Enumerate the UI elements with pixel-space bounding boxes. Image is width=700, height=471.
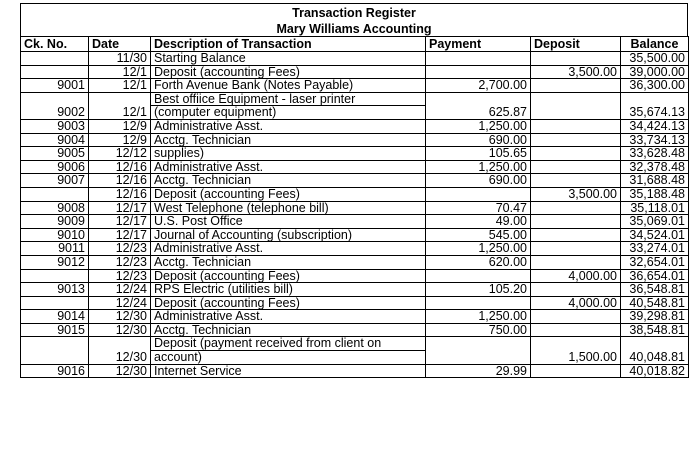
cell-date: 12/16 (89, 187, 151, 201)
cell-date: 12/30 (89, 323, 151, 337)
cell-deposit: 1,500.00 (531, 351, 621, 365)
cell-payment: 105.20 (426, 283, 531, 297)
cell-payment: 625.87 (426, 106, 531, 120)
cell-date: 12/17 (89, 215, 151, 229)
cell-deposit (531, 133, 621, 147)
cell-description: Administrative Asst. (151, 242, 426, 256)
cell-deposit (531, 215, 621, 229)
cell-description: Forth Avenue Bank (Notes Payable) (151, 79, 426, 93)
cell-balance: 36,548.81 (621, 283, 689, 297)
cell-deposit (531, 242, 621, 256)
cell-description: RPS Electric (utilities bill) (151, 283, 426, 297)
cell-ck-no (21, 269, 89, 283)
cell-date: 11/30 (89, 52, 151, 66)
cell-ck-no: 9001 (21, 79, 89, 93)
cell-deposit-blank (531, 337, 621, 351)
cell-balance: 38,548.81 (621, 323, 689, 337)
table-row (21, 52, 689, 66)
cell-payment: 105.65 (426, 147, 531, 161)
cell-balance: 35,069.01 (621, 215, 689, 229)
cell-balance: 33,628.48 (621, 147, 689, 161)
cell-payment: 49.00 (426, 215, 531, 229)
cell-deposit (531, 323, 621, 337)
col-date: Date (89, 37, 151, 52)
table-row (21, 242, 689, 256)
cell-payment (426, 52, 531, 66)
table-row (21, 323, 689, 337)
col-balance: Balance (621, 37, 689, 52)
register-table (20, 36, 689, 378)
col-deposit: Deposit (531, 37, 621, 52)
table-row-continuation (21, 92, 689, 106)
cell-deposit (531, 147, 621, 161)
cell-description: U.S. Post Office (151, 215, 426, 229)
cell-deposit (531, 201, 621, 215)
cell-deposit (531, 174, 621, 188)
cell-deposit (531, 364, 621, 378)
table-row (21, 364, 689, 378)
cell-deposit (531, 106, 621, 120)
cell-payment: 690.00 (426, 133, 531, 147)
col-payment: Payment (426, 37, 531, 52)
cell-date: 12/24 (89, 283, 151, 297)
cell-payment-blank (426, 92, 531, 106)
cell-date: 12/9 (89, 133, 151, 147)
cell-date: 12/17 (89, 201, 151, 215)
cell-payment: 29.99 (426, 364, 531, 378)
cell-balance: 34,424.13 (621, 119, 689, 133)
cell-description: Deposit (accounting Fees) (151, 65, 426, 79)
cell-ck-blank (21, 92, 89, 106)
table-row (21, 133, 689, 147)
cell-deposit (531, 310, 621, 324)
table-row (21, 310, 689, 324)
cell-ck-no (21, 296, 89, 310)
cell-date: 12/16 (89, 174, 151, 188)
cell-date: 12/24 (89, 296, 151, 310)
cell-ck-no: 9016 (21, 364, 89, 378)
cell-balance: 39,298.81 (621, 310, 689, 324)
cell-balance: 31,688.48 (621, 174, 689, 188)
table-row (21, 215, 689, 229)
cell-description-line1: Best offiice Equipment - laser printer (151, 92, 426, 106)
cell-ck-no: 9011 (21, 242, 89, 256)
cell-description-line1: Deposit (payment received from client on (151, 337, 426, 351)
cell-description: Deposit (accounting Fees) (151, 187, 426, 201)
cell-payment: 690.00 (426, 174, 531, 188)
cell-balance: 33,274.01 (621, 242, 689, 256)
cell-balance: 34,524.01 (621, 228, 689, 242)
table-row (21, 351, 689, 365)
cell-balance-blank (621, 337, 689, 351)
cell-ck-no (21, 65, 89, 79)
cell-date: 12/1 (89, 79, 151, 93)
cell-description: Acctg. Technician (151, 133, 426, 147)
cell-description: Administrative Asst. (151, 119, 426, 133)
cell-ck-no: 9013 (21, 283, 89, 297)
cell-payment: 750.00 (426, 323, 531, 337)
table-row (21, 119, 689, 133)
table-row (21, 174, 689, 188)
cell-payment: 1,250.00 (426, 160, 531, 174)
cell-balance: 35,118.01 (621, 201, 689, 215)
cell-description: West Telephone (telephone bill) (151, 201, 426, 215)
cell-balance: 35,500.00 (621, 52, 689, 66)
table-row (21, 296, 689, 310)
cell-date: 12/16 (89, 160, 151, 174)
table-row (21, 187, 689, 201)
cell-description: Acctg. Technician (151, 255, 426, 269)
cell-date: 12/30 (89, 364, 151, 378)
cell-ck-no: 9010 (21, 228, 89, 242)
cell-date: 12/30 (89, 310, 151, 324)
cell-date: 12/17 (89, 228, 151, 242)
cell-payment (426, 65, 531, 79)
cell-date: 12/30 (89, 351, 151, 365)
cell-date: 12/1 (89, 65, 151, 79)
cell-date: 12/9 (89, 119, 151, 133)
table-row (21, 201, 689, 215)
cell-balance: 39,000.00 (621, 65, 689, 79)
table-row (21, 65, 689, 79)
cell-payment: 620.00 (426, 255, 531, 269)
cell-payment: 545.00 (426, 228, 531, 242)
cell-description: account) (151, 351, 426, 365)
cell-description: (computer equipment) (151, 106, 426, 120)
cell-description: Deposit (accounting Fees) (151, 269, 426, 283)
cell-description: Starting Balance (151, 52, 426, 66)
table-row-continuation (21, 337, 689, 351)
cell-ck-no: 9002 (21, 106, 89, 120)
cell-balance-blank (621, 92, 689, 106)
cell-ck-no: 9005 (21, 147, 89, 161)
cell-ck-no: 9012 (21, 255, 89, 269)
cell-ck-no: 9009 (21, 215, 89, 229)
cell-ck-no (21, 187, 89, 201)
cell-deposit: 4,000.00 (531, 269, 621, 283)
cell-payment (426, 187, 531, 201)
table-row (21, 228, 689, 242)
table-row (21, 269, 689, 283)
cell-payment: 2,700.00 (426, 79, 531, 93)
cell-ck-no: 9006 (21, 160, 89, 174)
column-header-row (21, 37, 689, 52)
cell-ck-no: 9008 (21, 201, 89, 215)
cell-deposit (531, 52, 621, 66)
cell-ck-no (21, 351, 89, 365)
cell-date: 12/23 (89, 255, 151, 269)
cell-description: Acctg. Technician (151, 174, 426, 188)
cell-balance: 40,048.81 (621, 351, 689, 365)
cell-description: Deposit (accounting Fees) (151, 296, 426, 310)
cell-payment: 1,250.00 (426, 242, 531, 256)
cell-deposit (531, 119, 621, 133)
cell-payment-blank (426, 337, 531, 351)
cell-description: Acctg. Technician (151, 323, 426, 337)
table-row (21, 255, 689, 269)
cell-balance: 36,300.00 (621, 79, 689, 93)
cell-deposit (531, 283, 621, 297)
cell-deposit (531, 255, 621, 269)
cell-deposit: 4,000.00 (531, 296, 621, 310)
cell-deposit-blank (531, 92, 621, 106)
cell-description: supplies) (151, 147, 426, 161)
cell-payment: 70.47 (426, 201, 531, 215)
cell-date: 12/1 (89, 106, 151, 120)
cell-ck-no: 9003 (21, 119, 89, 133)
cell-balance: 36,654.01 (621, 269, 689, 283)
cell-ck-blank (21, 337, 89, 351)
cell-ck-no: 9015 (21, 323, 89, 337)
cell-description: Internet Service (151, 364, 426, 378)
table-row (21, 147, 689, 161)
cell-balance: 40,548.81 (621, 296, 689, 310)
cell-balance: 33,734.13 (621, 133, 689, 147)
cell-payment (426, 351, 531, 365)
cell-deposit: 3,500.00 (531, 187, 621, 201)
register-subtitle: Mary Williams Accounting (276, 22, 432, 36)
table-row (21, 283, 689, 297)
cell-deposit (531, 160, 621, 174)
cell-ck-no: 9004 (21, 133, 89, 147)
cell-deposit (531, 79, 621, 93)
cell-payment: 1,250.00 (426, 310, 531, 324)
cell-description: Administrative Asst. (151, 310, 426, 324)
cell-ck-no: 9007 (21, 174, 89, 188)
col-ck-no: Ck. No. (21, 37, 89, 52)
cell-date: 12/12 (89, 147, 151, 161)
cell-balance: 32,654.01 (621, 255, 689, 269)
table-row (21, 106, 689, 120)
col-description: Description of Transaction (151, 37, 426, 52)
cell-ck-no: 9014 (21, 310, 89, 324)
cell-ck-no (21, 52, 89, 66)
cell-date: 12/23 (89, 242, 151, 256)
cell-date-blank (89, 337, 151, 351)
cell-deposit (531, 228, 621, 242)
cell-description: Journal of Accounting (subscription) (151, 228, 426, 242)
table-row (21, 160, 689, 174)
register-title: Transaction Register (292, 6, 416, 20)
transaction-register (20, 3, 688, 378)
table-row (21, 79, 689, 93)
cell-deposit: 3,500.00 (531, 65, 621, 79)
cell-balance: 35,674.13 (621, 106, 689, 120)
cell-description: Administrative Asst. (151, 160, 426, 174)
cell-payment: 1,250.00 (426, 119, 531, 133)
cell-balance: 35,188.48 (621, 187, 689, 201)
cell-balance: 32,378.48 (621, 160, 689, 174)
cell-balance: 40,018.82 (621, 364, 689, 378)
register-header (20, 3, 688, 36)
cell-date-blank (89, 92, 151, 106)
cell-date: 12/23 (89, 269, 151, 283)
cell-payment (426, 269, 531, 283)
cell-payment (426, 296, 531, 310)
